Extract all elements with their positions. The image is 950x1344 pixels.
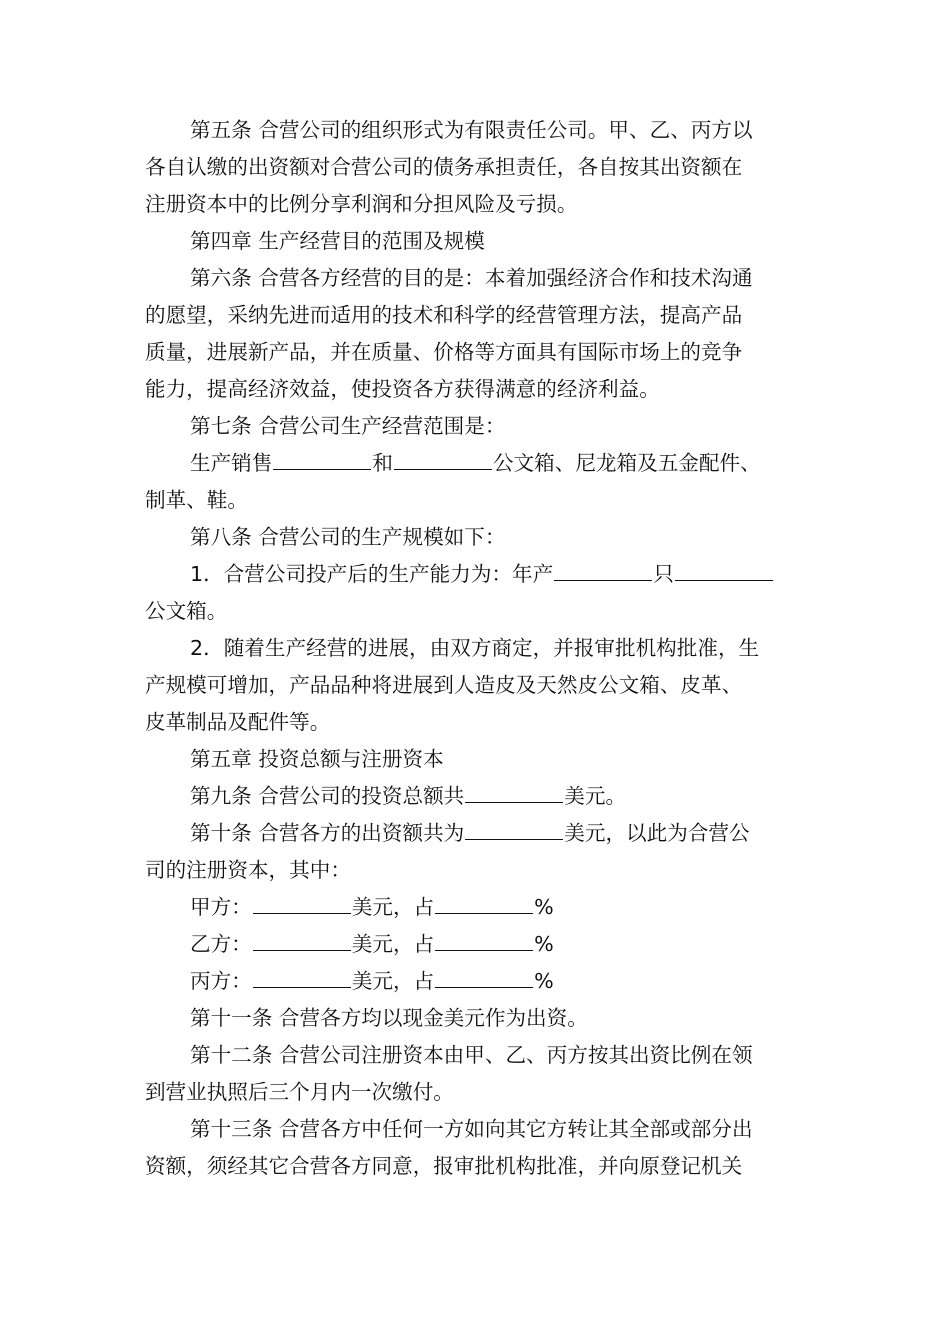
fill-blank [435,928,533,951]
article-13: 第十三条 合营各方中任何一方如向其它方转让其全部或部分出 资额，须经其它合营各方同意，报审批机构批准，并向原登记机关 [145,1117,753,1178]
party-a-contribution: 甲方： 美元，占 % [145,889,809,926]
fill-blank [394,447,492,470]
document-page [145,112,809,1185]
fill-blank [675,558,773,581]
article-6: 第六条 合营各方经营的目的是：本着加强经济合作和技术沟通 的愿望，采纳先进而适用的技术和科学的经营管理方法，提高产品 质量，进展新产品，并在质量、价格等方面具有国际市场上的竞争 能力，提高经济效益，使投资各方获得满意的经济利益。 [145,266,753,401]
article-5: 第五条 合营公司的组织形式为有限责任公司。甲、乙、丙方以 各自认缴的出资额对合营公司的债务承担责任，各自按其出资额在 注册资本中的比例分享利润和分担风险及亏损。 [145,118,753,216]
chapter-5-heading: 第五章 投资总额与注册资本 [190,747,444,771]
fill-blank [465,780,563,803]
article-11: 第十一条 合营各方均以现金美元作为出资。 [190,1006,588,1030]
fill-blank [435,891,533,914]
article-10: 第十条 合营各方的出资额共为 美元，以此为合营公 司的注册资本，其中： [145,815,809,889]
scale-item-2: 2．随着生产经营的进展，由双方商定，并报审批机构批准，生 产规模可增加，产品品种将进展到人造皮及天然皮公文箱、皮革、 皮革制品及配件等。 [145,636,760,734]
fill-blank [465,817,563,840]
fill-blank [273,447,371,470]
party-b-contribution: 乙方： 美元，占 % [145,926,809,963]
article-7: 第七条 合营公司生产经营范围是： [190,414,506,438]
fill-blank [554,558,652,581]
business-scope: 生产销售 和 公文箱、尼龙箱及五金配件、 制革、鞋。 [145,445,809,519]
article-12: 第十二条 合营公司注册资本由甲、乙、丙方按其出资比例在领 到营业执照后三个月内一次缴付。 [145,1043,753,1104]
fill-blank [253,891,351,914]
article-9: 第九条 合营公司的投资总额共 美元。 [145,778,809,815]
fill-blank [253,928,351,951]
fill-blank [253,965,351,988]
scale-item-1: 1．合营公司投产后的生产能力为：年产 只 公文箱。 [145,556,809,630]
party-c-contribution: 丙方： 美元，占 % [145,963,809,1000]
fill-blank [435,965,533,988]
chapter-4-heading: 第四章 生产经营目的范围及规模 [190,229,485,253]
article-8: 第八条 合营公司的生产规模如下： [190,525,506,549]
